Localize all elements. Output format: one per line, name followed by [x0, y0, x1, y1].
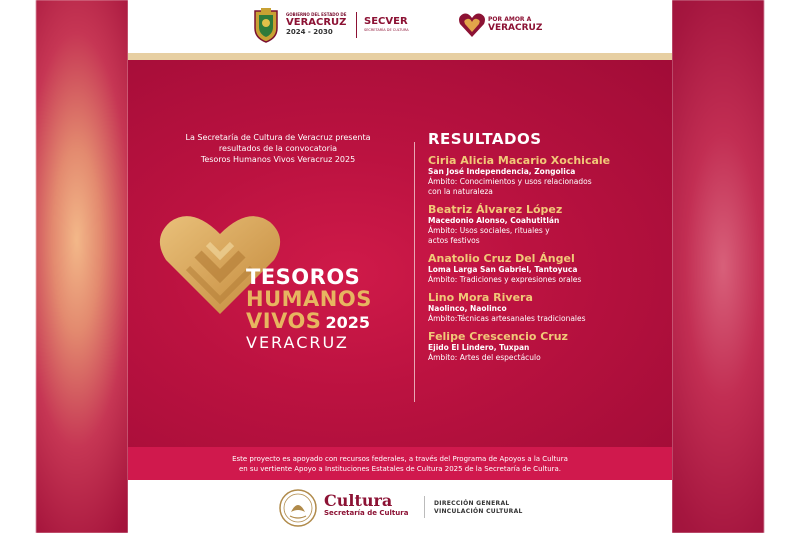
- brand-line-1: TESOROS: [246, 265, 361, 289]
- result-place: San José Independencia, Zongolica: [428, 167, 576, 176]
- results-title: RESULTADOS: [428, 130, 542, 148]
- result-place: Macedonio Alonso, Coahutitlán: [428, 216, 560, 225]
- intro-line-1: La Secretaría de Cultura de Veracruz presenta: [185, 133, 371, 142]
- cultura-logo-text: [324, 492, 408, 517]
- result-name: Ciria Alicia Macario Xochicale: [428, 154, 611, 167]
- gold-divider: [128, 53, 672, 60]
- result-name: Felipe Crescencio Cruz: [428, 330, 568, 343]
- result-place: Naolinco, Naolinco: [428, 304, 507, 313]
- result-entry: [428, 252, 658, 285]
- gov-small-label: GOBIERNO DEL ESTADO DE: [286, 12, 347, 17]
- direccion-line-2: VINCULACIÓN CULTURAL: [434, 508, 523, 515]
- results-section: [428, 130, 658, 369]
- bottom-divider: [424, 496, 425, 518]
- header-logos: [128, 0, 672, 60]
- result-name: Anatolio Cruz Del Ángel: [428, 252, 575, 265]
- result-ambito-cont: con la naturaleza: [428, 187, 493, 196]
- result-ambito: Ámbito: Conocimientos y usos relacionados: [428, 177, 592, 186]
- left-blurred-backdrop: [0, 0, 128, 533]
- result-entry: [428, 291, 658, 324]
- result-name: Beatriz Álvarez López: [428, 203, 563, 216]
- por-amor-heart-icon: [458, 12, 486, 38]
- gov-years-label: 2024 - 2030: [286, 28, 333, 36]
- right-blurred-backdrop: [672, 0, 800, 533]
- direccion-line-1: DIRECCIÓN GENERAL: [434, 500, 510, 507]
- poster: [128, 0, 672, 533]
- result-ambito-cont: actos festivos: [428, 236, 480, 245]
- national-seal-icon: [278, 488, 318, 528]
- result-ambito: Ámbito: Tradiciones y expresiones orales: [428, 275, 582, 284]
- cultura-sub-label: Secretaría de Cultura: [324, 509, 409, 517]
- result-place: Ejido El Lindero, Tuxpan: [428, 343, 530, 352]
- secver-label: SECVER: [364, 16, 408, 27]
- brand-year: 2025: [325, 313, 370, 332]
- amor-big-label: VERACRUZ: [488, 23, 543, 33]
- brand-line-2: HUMANOS: [246, 287, 372, 311]
- result-ambito: Ámbito: Usos sociales, rituales y: [428, 226, 550, 235]
- intro-text: [168, 132, 388, 165]
- main-panel: [128, 60, 672, 447]
- bottom-logos: [128, 480, 672, 533]
- result-ambito: Ámbito: Artes del espectáculo: [428, 353, 541, 362]
- result-ambito: Ámbito:Técnicas artesanales tradicionales: [428, 314, 586, 323]
- funding-line-1: Este proyecto es apoyado con recursos federales, a través del Programa de Apoyos a la Cultura: [232, 455, 568, 463]
- brand-line-4: VERACRUZ: [246, 333, 349, 352]
- vertical-divider: [414, 142, 415, 402]
- result-name: Lino Mora Rivera: [428, 291, 533, 304]
- result-place: Loma Larga San Gabriel, Tantoyuca: [428, 265, 578, 274]
- funding-note: [128, 447, 672, 480]
- result-entry: [428, 330, 658, 363]
- brand-line-3: VIVOS: [246, 309, 322, 333]
- intro-line-2: resultados de la convocatoria: [218, 144, 338, 153]
- brand-wordmark: [246, 266, 372, 354]
- result-entry: [428, 203, 658, 246]
- direccion-text: [434, 500, 523, 516]
- secver-sub-label: SECRETARÍA DE CULTURA: [364, 28, 409, 32]
- cultura-label: Cultura: [324, 491, 393, 510]
- amor-top-label: POR AMOR A: [488, 16, 532, 23]
- intro-line-3: Tesoros Humanos Vivos Veracruz 2025: [200, 155, 356, 164]
- gov-state-label: VERACRUZ: [286, 17, 347, 28]
- result-entry: [428, 154, 658, 197]
- government-logo-text: [286, 12, 346, 36]
- funding-line-2: en su vertiente Apoyo a Instituciones Estatales de Cultura 2025 de la Secretaría de Cultura.: [238, 465, 562, 473]
- veracruz-coat-of-arms-icon: [251, 8, 281, 44]
- header-divider: [356, 12, 357, 38]
- por-amor-text: [488, 16, 542, 33]
